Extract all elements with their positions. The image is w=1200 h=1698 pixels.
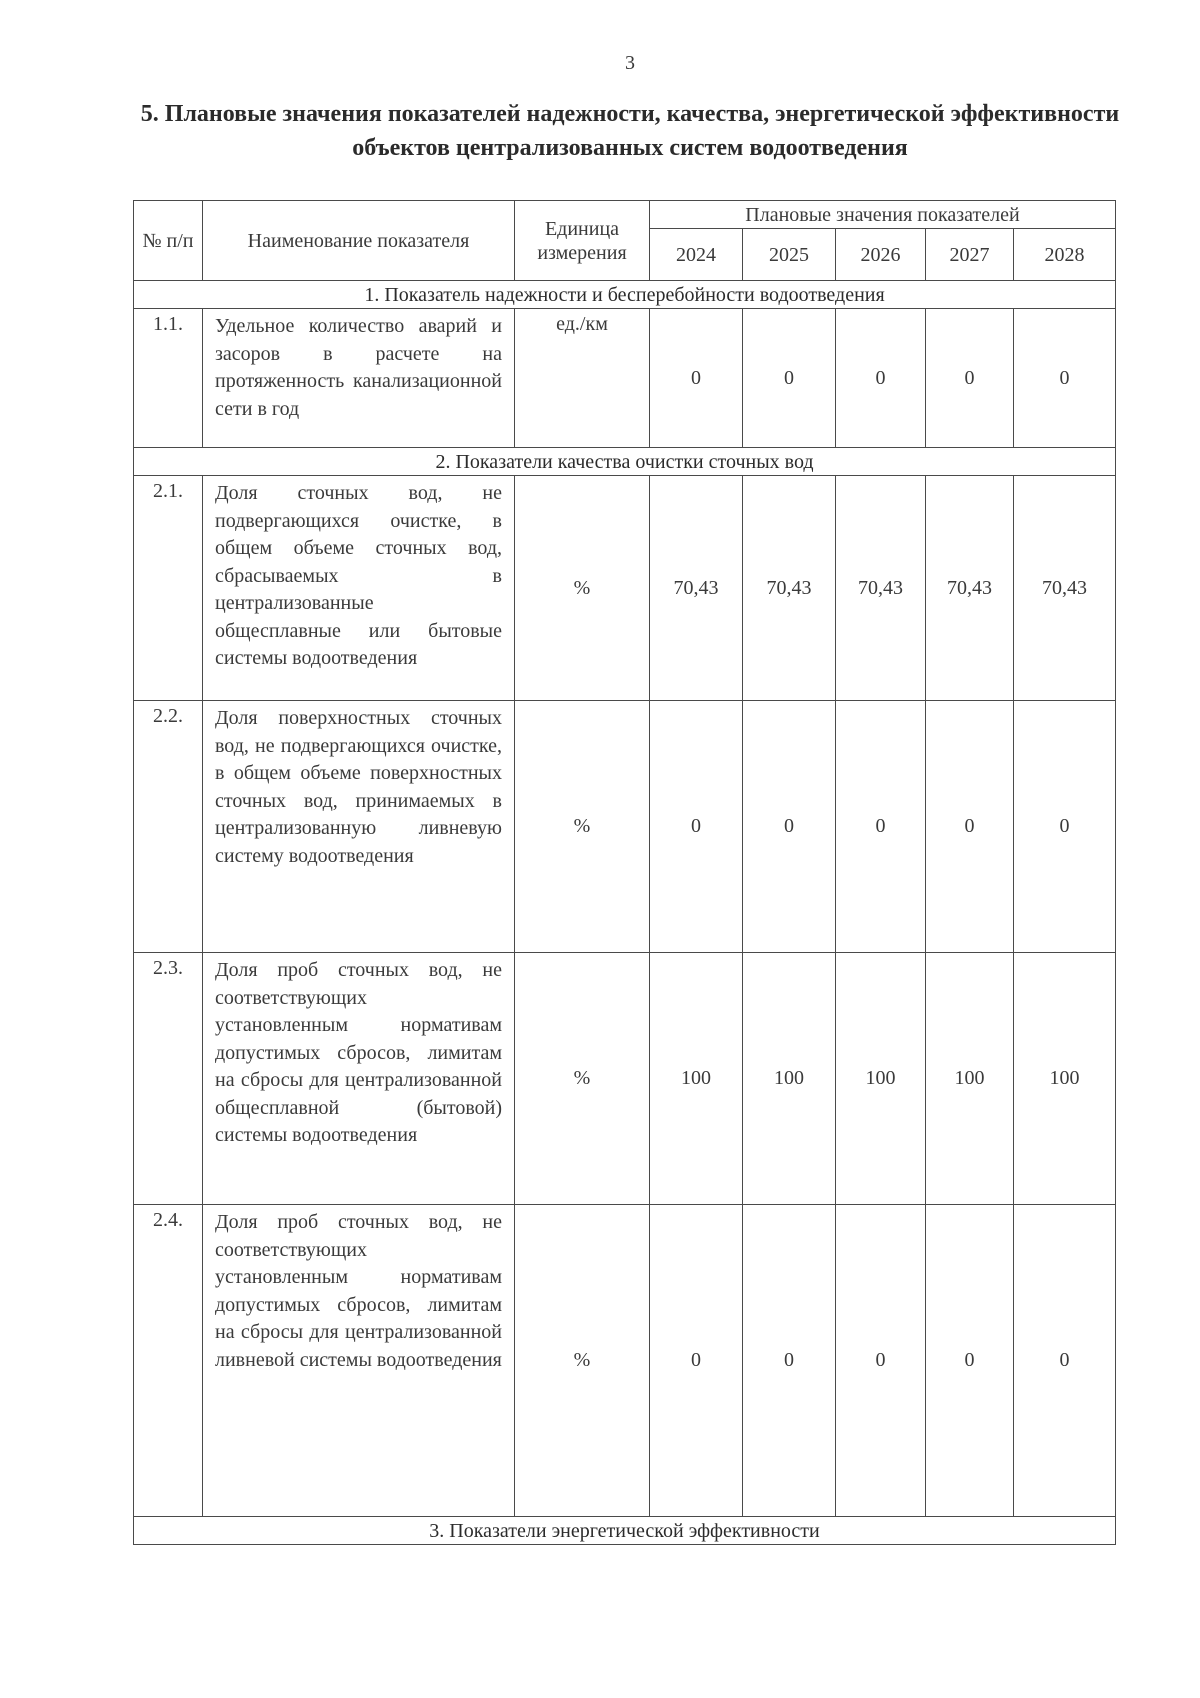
header-planned: Плановые значения показателей bbox=[650, 201, 1116, 229]
section-row bbox=[134, 281, 1116, 309]
section-title: 2. Показатели качества очистки сточных вод bbox=[134, 448, 1116, 476]
header-name: Наименование показателя bbox=[203, 201, 515, 281]
value-cell: 0 bbox=[743, 1205, 836, 1517]
row-number: 2.3. bbox=[134, 953, 203, 1205]
indicator-unit: % bbox=[515, 701, 650, 953]
table-row bbox=[134, 701, 1116, 953]
value-cell: 100 bbox=[743, 953, 836, 1205]
section-row bbox=[134, 1517, 1116, 1545]
value-cell: 0 bbox=[926, 309, 1014, 448]
table-row bbox=[134, 476, 1116, 701]
value-cell: 70,43 bbox=[650, 476, 743, 701]
indicators-table bbox=[133, 200, 1116, 1545]
value-cell: 0 bbox=[650, 701, 743, 953]
indicator-unit: % bbox=[515, 953, 650, 1205]
row-number: 1.1. bbox=[134, 309, 203, 448]
value-cell: 0 bbox=[836, 701, 926, 953]
page-title: 5. Плановые значения показателей надежности, качества, энергетической эффективности объектов централизованных систем водоотведения bbox=[140, 101, 1120, 161]
value-cell: 0 bbox=[1014, 701, 1116, 953]
value-cell: 70,43 bbox=[743, 476, 836, 701]
value-cell: 70,43 bbox=[1014, 476, 1116, 701]
value-cell: 70,43 bbox=[926, 476, 1014, 701]
indicator-name: Доля проб сточных вод, не соответствующих установленным нормативам допустимых сбросов, лимитам на сбросы для централизованной общесплавной (бытовой) системы водоотведения bbox=[203, 953, 515, 1205]
value-cell: 100 bbox=[650, 953, 743, 1205]
header-year: 2027 bbox=[926, 229, 1014, 281]
header-unit: Единица измерения bbox=[515, 201, 650, 281]
section-title: 3. Показатели энергетической эффективности bbox=[134, 1517, 1116, 1545]
indicator-unit: % bbox=[515, 476, 650, 701]
indicator-name: Доля сточных вод, не подвергающихся очистке, в общем объеме сточных вод, сбрасываемых в централизованные общесплавные или бытовые системы водоотведения bbox=[203, 476, 515, 701]
row-number: 2.2. bbox=[134, 701, 203, 953]
indicator-name: Доля проб сточных вод, не соответствующих установленным нормативам допустимых сбросов, лимитам на сбросы для централизованной ливневой системы водоотведения bbox=[203, 1205, 515, 1517]
value-cell: 0 bbox=[650, 309, 743, 448]
table-row bbox=[134, 1205, 1116, 1517]
indicator-name: Удельное количество аварий и засоров в расчете на протяженность канализационной сети в год bbox=[203, 309, 515, 448]
section-row bbox=[134, 448, 1116, 476]
header-year: 2024 bbox=[650, 229, 743, 281]
indicator-unit: ед./км bbox=[515, 309, 650, 448]
page-number: 3 bbox=[625, 52, 635, 74]
table-row bbox=[134, 953, 1116, 1205]
value-cell: 0 bbox=[926, 1205, 1014, 1517]
value-cell: 0 bbox=[743, 309, 836, 448]
value-cell: 0 bbox=[1014, 1205, 1116, 1517]
value-cell: 0 bbox=[743, 701, 836, 953]
value-cell: 0 bbox=[836, 1205, 926, 1517]
row-number: 2.1. bbox=[134, 476, 203, 701]
indicator-name: Доля поверхностных сточных вод, не подвергающихся очистке, в общем объеме поверхностных сточных вод, принимаемых в централизованную ливневую систему водоотведения bbox=[203, 701, 515, 953]
table-row bbox=[134, 309, 1116, 448]
value-cell: 0 bbox=[836, 309, 926, 448]
header-num: № п/п bbox=[134, 201, 203, 281]
value-cell: 0 bbox=[926, 701, 1014, 953]
value-cell: 0 bbox=[650, 1205, 743, 1517]
value-cell: 100 bbox=[836, 953, 926, 1205]
header-year: 2028 bbox=[1014, 229, 1116, 281]
section-title: 1. Показатель надежности и бесперебойности водоотведения bbox=[134, 281, 1116, 309]
value-cell: 0 bbox=[1014, 309, 1116, 448]
value-cell: 100 bbox=[1014, 953, 1116, 1205]
header-year: 2025 bbox=[743, 229, 836, 281]
indicator-unit: % bbox=[515, 1205, 650, 1517]
value-cell: 100 bbox=[926, 953, 1014, 1205]
row-number: 2.4. bbox=[134, 1205, 203, 1517]
value-cell: 70,43 bbox=[836, 476, 926, 701]
header-year: 2026 bbox=[836, 229, 926, 281]
